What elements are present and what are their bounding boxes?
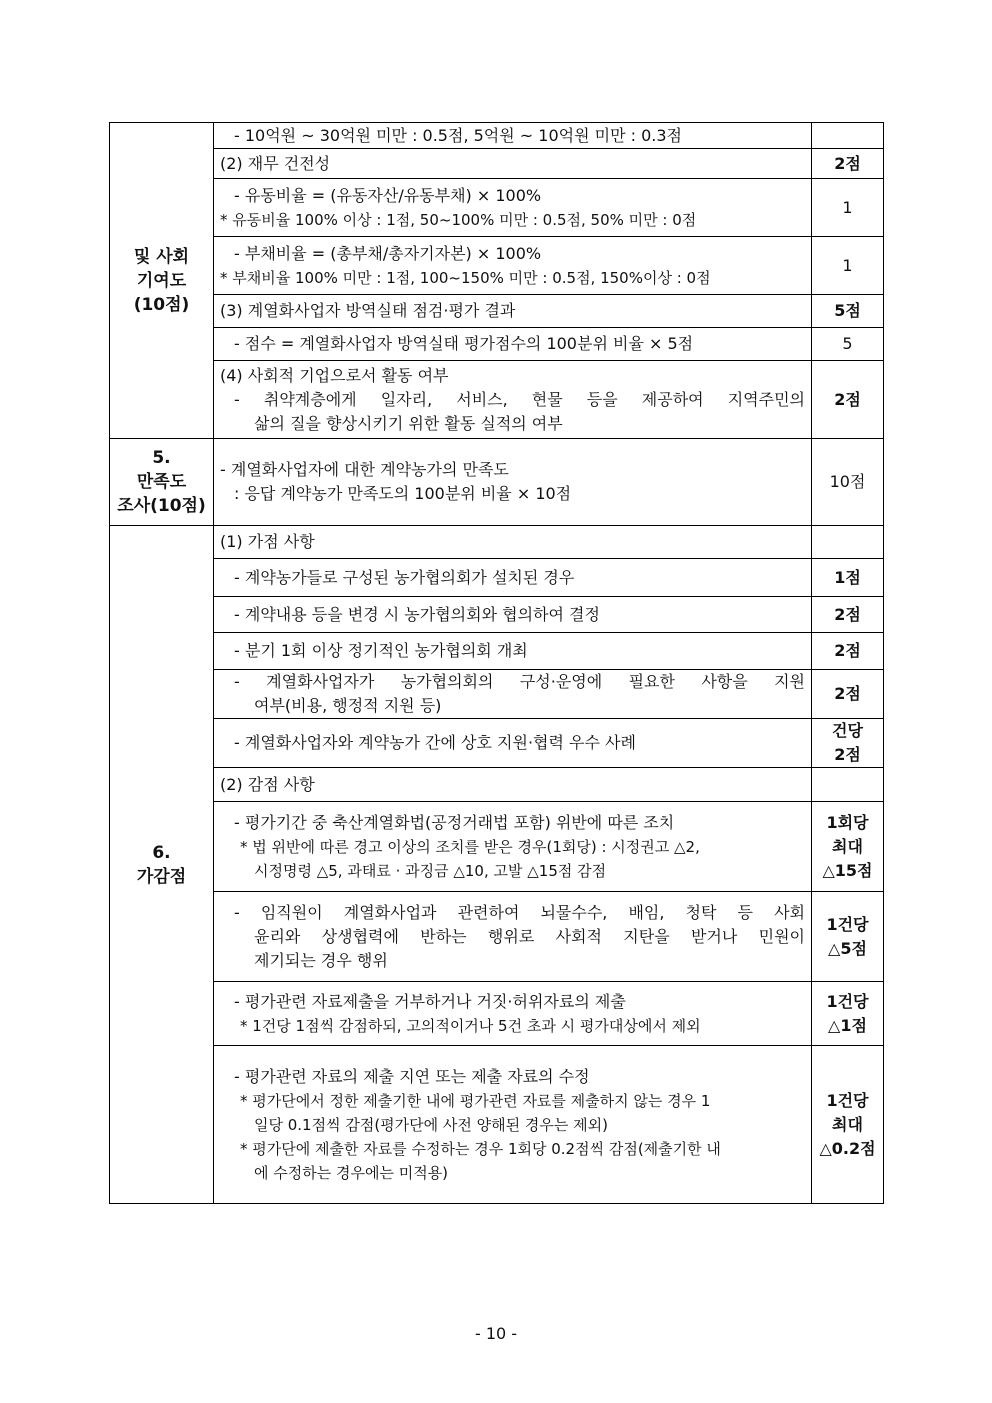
criteria-cell: (4) 사회적 기업으로서 활동 여부 - 취약계층에게 일자리, 서비스, 현물 등을 제공하여 지역주민의 삶의 질을 향상시키기 위한 활동 실적의 여부 (214, 361, 812, 439)
criteria-cell: - 부채비율 = (총부채/총자기자본) × 100% * 부채비율 100% 미만 : 1점, 100~150% 미만 : 0.5점, 150%이상 : 0점 (214, 237, 812, 295)
table-row (110, 123, 884, 149)
table-row (110, 719, 884, 768)
criteria-cell: - 계열화사업자에 대한 계약농가의 만족도 : 응답 계약농가 만족도의 100분위 비율 × 10점 (214, 439, 812, 526)
score-cell: 1 (812, 237, 884, 295)
criteria-cell: (3) 계열화사업자 방역실태 점검·평가 결과 (214, 295, 812, 328)
table-row (110, 670, 884, 719)
score-cell: 2점 (812, 149, 884, 179)
score-cell: 2점 (812, 361, 884, 439)
section-4-label: 및 사회 기여도 (10점) (110, 123, 214, 439)
table-row (110, 149, 884, 179)
score-cell: 1건당 최대 △0.2점 (812, 1046, 884, 1204)
score-cell: 5 (812, 328, 884, 361)
score-cell: 1회당 최대 △15점 (812, 802, 884, 892)
table-row (110, 526, 884, 559)
criteria-cell: - 계약농가들로 구성된 농가협의회가 설치된 경우 (214, 559, 812, 597)
criteria-cell: - 임직원이 계열화사업과 관련하여 뇌물수수, 배임, 청탁 등 사회 윤리와 상생협력에 반하는 행위로 사회적 지탄을 받거나 민원이 제기되는 경우 행위 (214, 892, 812, 982)
page-number: - 10 - (474, 1324, 518, 1343)
criteria-cell: - 10억원 ~ 30억원 미만 : 0.5점, 5억원 ~ 10억원 미만 : 0.3점 (214, 123, 812, 149)
score-cell (812, 123, 884, 149)
table-row (110, 633, 884, 670)
table-row (110, 982, 884, 1046)
score-cell: 1점 (812, 559, 884, 597)
section-6-label: 6. 가감점 (110, 526, 214, 1204)
criteria-cell: - 계약내용 등을 변경 시 농가협의회와 협의하여 결정 (214, 597, 812, 633)
table-row (110, 768, 884, 802)
score-cell: 1건당 △1점 (812, 982, 884, 1046)
criteria-cell: - 계열화사업자와 계약농가 간에 상호 지원·협력 우수 사례 (214, 719, 812, 768)
score-cell: 1건당 △5점 (812, 892, 884, 982)
score-cell: 2점 (812, 633, 884, 670)
criteria-cell: - 평가관련 자료의 제출 지연 또는 제출 자료의 수정 * 평가단에서 정한 제출기한 내에 평가관련 자료를 제출하지 않는 경우 1 일당 0.1점씩 감점(평가단에 사전 양해된 경우는 제외) * 평가단에 제출한 자료를 수정하는 경우 1회당 0.2점씩 감점(제출기한 내 에 수정하는 경우에는 미적용) (214, 1046, 812, 1204)
table-row (110, 295, 884, 328)
score-cell: 2점 (812, 597, 884, 633)
score-cell: 10점 (812, 439, 884, 526)
criteria-cell: (2) 감점 사항 (214, 768, 812, 802)
score-cell (812, 768, 884, 802)
table-row (110, 559, 884, 597)
section-5-label: 5. 만족도 조사(10점) (110, 439, 214, 526)
criteria-cell: (2) 재무 건전성 (214, 149, 812, 179)
criteria-cell: - 유동비율 = (유동자산/유동부채) × 100% * 유동비율 100% 이상 : 1점, 50~100% 미만 : 0.5점, 50% 미만 : 0점 (214, 179, 812, 237)
table-row (110, 439, 884, 526)
score-cell: 건당 2점 (812, 719, 884, 768)
score-cell: 5점 (812, 295, 884, 328)
criteria-cell: - 계열화사업자가 농가협의회의 구성·운영에 필요한 사항을 지원 여부(비용, 행정적 지원 등) (214, 670, 812, 719)
table-row (110, 597, 884, 633)
table-row (110, 361, 884, 439)
table-row (110, 802, 884, 892)
evaluation-criteria-table (109, 122, 884, 1204)
table-row (110, 1046, 884, 1204)
criteria-cell: (1) 가점 사항 (214, 526, 812, 559)
table-row (110, 892, 884, 982)
criteria-cell: - 평가기간 중 축산계열화법(공정거래법 포함) 위반에 따른 조치 * 법 위반에 따른 경고 이상의 조치를 받은 경우(1회당) : 시정권고 △2, 시정명령 △5, 과태료 · 과징금 △10, 고발 △15점 감점 (214, 802, 812, 892)
score-cell: 1 (812, 179, 884, 237)
table-row (110, 328, 884, 361)
score-cell: 2점 (812, 670, 884, 719)
criteria-cell: - 평가관련 자료제출을 거부하거나 거짓·허위자료의 제출 * 1건당 1점씩 감점하되, 고의적이거나 5건 초과 시 평가대상에서 제외 (214, 982, 812, 1046)
score-cell (812, 526, 884, 559)
criteria-cell: - 분기 1회 이상 정기적인 농가협의회 개최 (214, 633, 812, 670)
table-row (110, 179, 884, 237)
table-row (110, 237, 884, 295)
criteria-cell: - 점수 = 계열화사업자 방역실태 평가점수의 100분위 비율 × 5점 (214, 328, 812, 361)
